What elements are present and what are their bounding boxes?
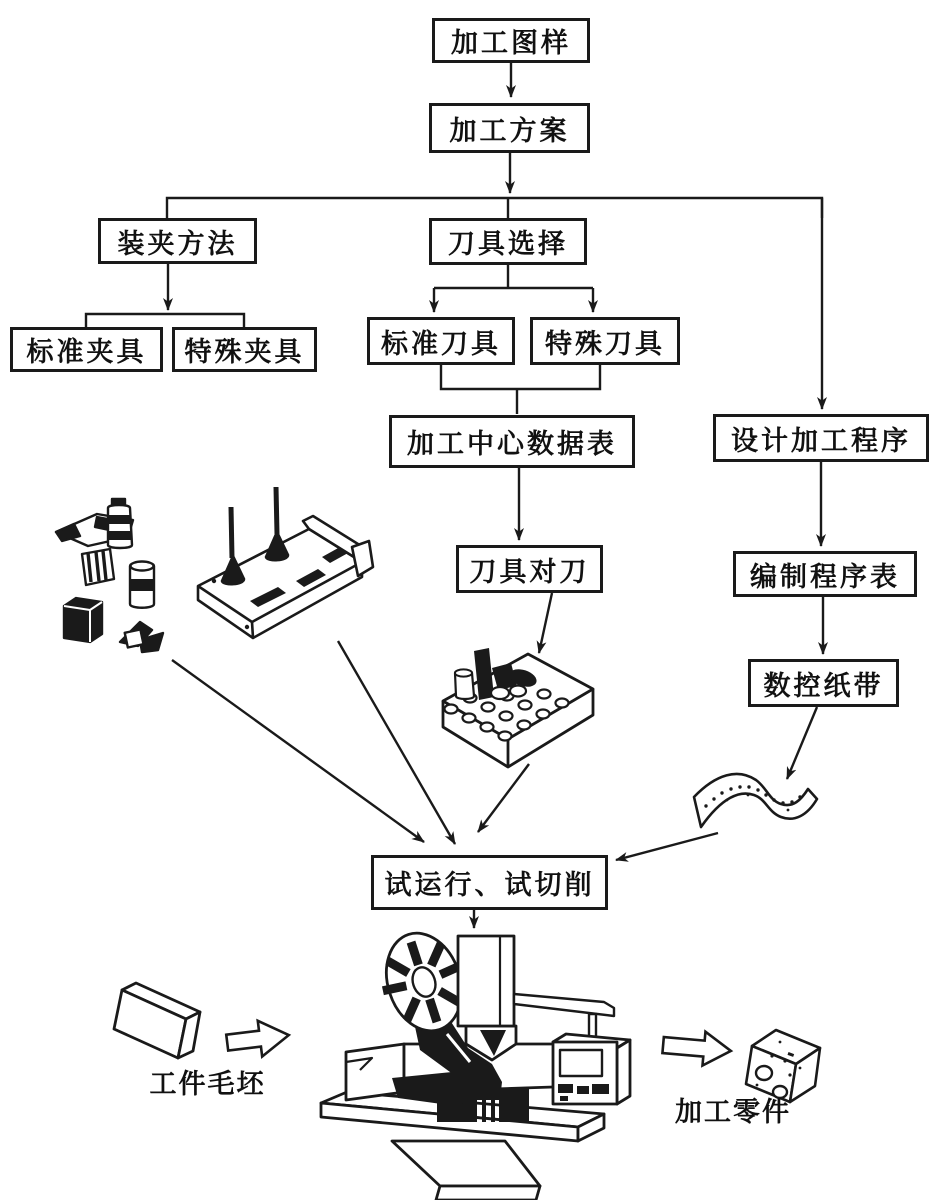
caption-workpiece-blank: 工件毛坯 [149, 1068, 266, 1099]
arrow-tape-to-trial [616, 833, 718, 860]
node-tool-selection: 刀具选择 [429, 218, 587, 265]
node-design-program: 设计加工程序 [713, 414, 929, 462]
node-special-tool: 特殊刀具 [530, 317, 680, 365]
caption-machined-part: 加工零件 [675, 1096, 791, 1127]
workpiece-blank-illustration [114, 983, 200, 1058]
arrow-tray-to-trial [478, 764, 529, 832]
flow-arrow-blank-to-machine [225, 1017, 291, 1060]
node-standard-fixture: 标准夹具 [10, 327, 163, 372]
node-machining-center-datasheet: 加工中心数据表 [389, 415, 635, 468]
node-machining-drawing: 加工图样 [432, 18, 590, 63]
node-nc-tape: 数控纸带 [748, 659, 899, 707]
arrow-nctape-to-tape [787, 707, 817, 779]
arrow-fixtures-to-trial [172, 660, 424, 842]
node-tool-setting: 刀具对刀 [456, 545, 603, 593]
node-trial-run: 试运行、试切削 [371, 855, 608, 910]
tool-tray-illustration [443, 648, 593, 767]
node-program-sheet: 编制程序表 [733, 551, 917, 597]
arrow-toolsetting-to-tray [539, 593, 552, 653]
standard-fixtures-illustration [56, 499, 163, 652]
flow-arrow-machine-to-part [662, 1028, 733, 1068]
node-machining-plan: 加工方案 [429, 103, 590, 153]
clamping-split-bracket [86, 314, 244, 327]
arrow-pallet-to-trial [338, 641, 455, 844]
node-standard-tool: 标准刀具 [367, 317, 515, 365]
punched-tape-illustration [694, 774, 817, 827]
tool-merge-bracket [441, 365, 600, 389]
special-fixture-pallet-illustration [198, 487, 373, 638]
node-special-fixture: 特殊夹具 [172, 327, 317, 372]
distribution-bus [167, 198, 822, 218]
node-clamping-method: 装夹方法 [98, 218, 257, 264]
machining-center-illustration [321, 922, 630, 1200]
